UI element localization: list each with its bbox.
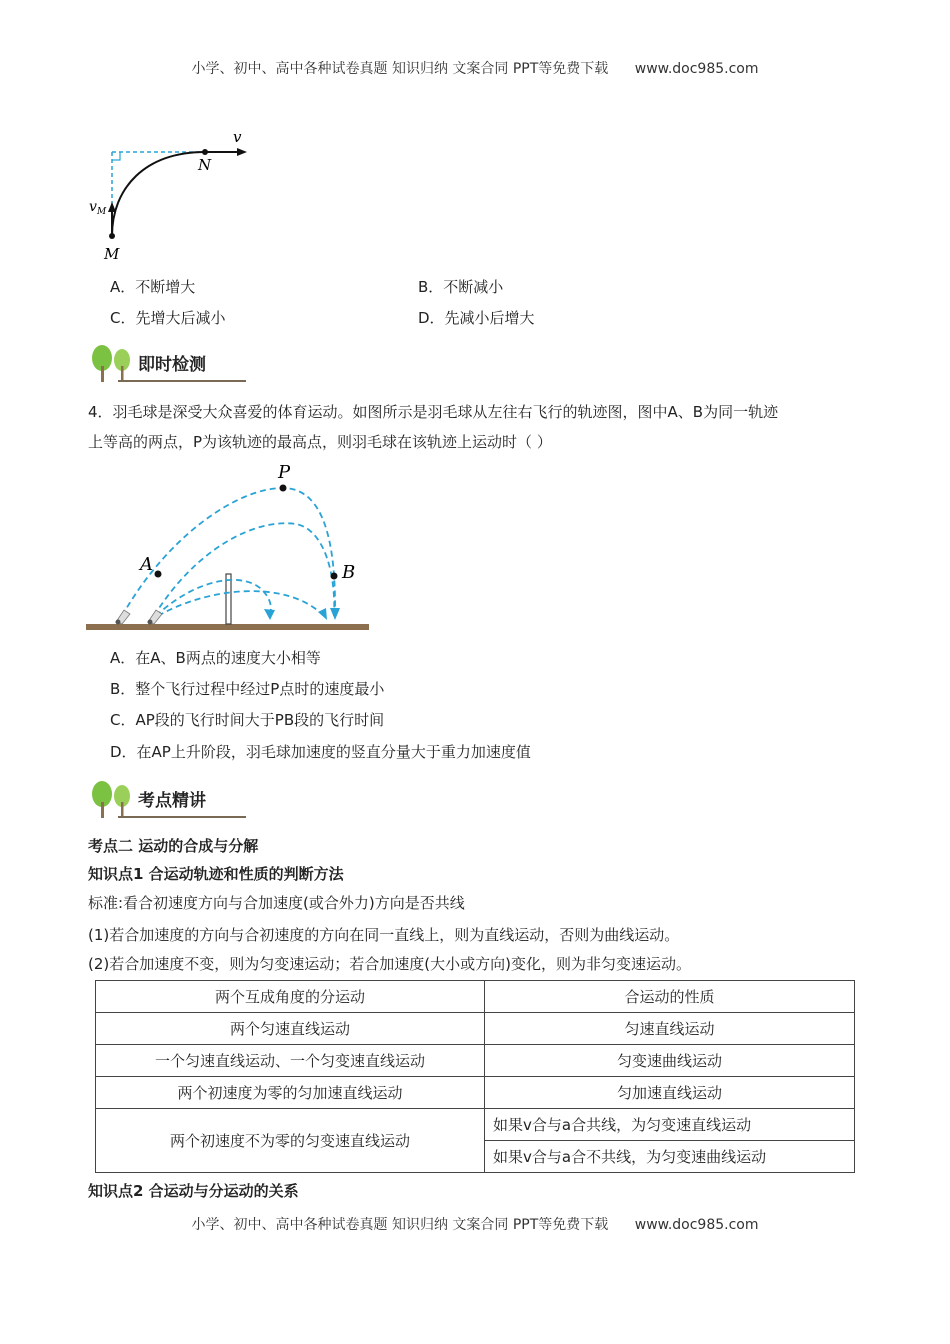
- header-url[interactable]: www.doc985.com: [634, 61, 759, 77]
- arrow-short: [264, 609, 275, 620]
- table-header-row: [96, 981, 855, 1013]
- q3-option-a[interactable]: A．不断增大: [110, 278, 196, 296]
- label-v: v: [233, 128, 242, 146]
- table-header-cell: 两个互成角度的分运动: [96, 981, 485, 1013]
- net-post: [226, 574, 231, 624]
- table-cell: 匀加速直线运动: [485, 1077, 855, 1109]
- table-cell: 如果v合与a合共线，为匀变速直线运动: [485, 1109, 855, 1141]
- right-angle-mark: [112, 152, 120, 160]
- page-header: [0, 58, 950, 78]
- banner-instant-check: [88, 342, 248, 384]
- q3-option-c[interactable]: C．先增大后减小: [110, 309, 226, 327]
- label-b: B: [342, 562, 356, 583]
- knowledge-point-2: 知识点2 合运动与分运动的关系: [88, 1182, 299, 1200]
- page-footer: [0, 1214, 950, 1234]
- q4-option-a[interactable]: A．在A、B两点的速度大小相等: [110, 649, 321, 667]
- label-m: M: [104, 245, 120, 263]
- table-cell: 两个匀速直线运动: [96, 1013, 485, 1045]
- label-n: N: [198, 156, 212, 174]
- table-row: [96, 1045, 855, 1077]
- shuttlecock-right: [148, 610, 163, 625]
- trajectory-middle: [154, 523, 334, 616]
- table-row: [96, 1109, 855, 1141]
- table-cell: 两个初速度不为零的匀变速直线运动: [96, 1109, 485, 1173]
- table-cell: 匀变速曲线运动: [485, 1045, 855, 1077]
- rule-1: (1)若合加速度的方向与合初速度的方向在同一直线上，则为直线运动，否则为曲线运动。: [88, 926, 680, 944]
- banner-underline: [118, 816, 246, 818]
- velocity-curve-figure: [85, 128, 265, 268]
- label-p: P: [278, 462, 291, 483]
- trajectory-short: [156, 580, 271, 616]
- label-vm-sub: M: [97, 207, 107, 217]
- arrow-outer: [330, 608, 340, 620]
- velocity-arrowhead-n: [237, 148, 247, 156]
- label-vm: v: [89, 199, 97, 215]
- q4-option-b[interactable]: B．整个飞行过程中经过P点时的速度最小: [110, 680, 385, 698]
- q4-option-c[interactable]: C．AP段的飞行时间大于PB段的飞行时间: [110, 711, 385, 729]
- tree-icon: [88, 342, 138, 384]
- banner-underline: [118, 380, 246, 382]
- q3-option-d[interactable]: D．先减小后增大: [418, 309, 535, 327]
- point-p: [280, 485, 287, 492]
- table-row: [96, 1013, 855, 1045]
- q4-line-2: 上等高的两点，P为该轨迹的最高点，则羽毛球在该轨迹上运动时（ ）: [88, 433, 552, 451]
- label-a: A: [140, 554, 153, 575]
- banner-key-points: [88, 778, 248, 820]
- table-cell: 如果v合与a合不共线，为匀变速曲线运动: [485, 1141, 855, 1173]
- table-row: [96, 1077, 855, 1109]
- q4-option-d[interactable]: D．在AP上升阶段，羽毛球加速度的竖直分量大于重力加速度值: [110, 743, 531, 761]
- badminton-trajectory-figure: [86, 458, 376, 636]
- point-m: [109, 233, 115, 239]
- table-cell: 一个匀速直线运动、一个匀变速直线运动: [96, 1045, 485, 1077]
- trajectory-curve: [112, 152, 205, 236]
- q4-line-1: 4．羽毛球是深受大众喜爱的体育运动。如图所示是羽毛球从左往右飞行的轨迹图，图中A、B为同一轨迹: [88, 403, 779, 421]
- table-header-cell: 合运动的性质: [485, 981, 855, 1013]
- shuttlecock-left: [116, 610, 131, 625]
- table-cell: 两个初速度为零的匀加速直线运动: [96, 1077, 485, 1109]
- header-text: 小学、初中、高中各种试卷真题 知识归纳 文案合同 PPT等免费下载: [191, 61, 609, 77]
- motion-composition-table: [95, 980, 855, 1173]
- banner-title: 考点精讲: [138, 791, 206, 811]
- point-b: [331, 573, 338, 580]
- velocity-arrowhead-m: [108, 202, 116, 212]
- footer-url[interactable]: www.doc985.com: [634, 1217, 759, 1233]
- knowledge-point-1: 知识点1 合运动轨迹和性质的判断方法: [88, 865, 344, 883]
- arrow-low: [318, 608, 327, 620]
- point-n: [202, 149, 208, 155]
- table-cell: 匀速直线运动: [485, 1013, 855, 1045]
- q3-option-b[interactable]: B．不断减小: [418, 278, 504, 296]
- footer-text: 小学、初中、高中各种试卷真题 知识归纳 文案合同 PPT等免费下载: [191, 1217, 609, 1233]
- point-a: [155, 571, 162, 578]
- tree-icon: [88, 778, 138, 820]
- banner-title: 即时检测: [138, 355, 206, 375]
- section-heading: 考点二 运动的合成与分解: [88, 837, 259, 855]
- rule-2: (2)若合加速度不变，则为匀变速运动；若合加速度(大小或方向)变化，则为非匀变速运动。: [88, 955, 691, 973]
- standard-line: 标准:看合初速度方向与合加速度(或合外力)方向是否共线: [88, 894, 465, 912]
- ground: [86, 624, 369, 630]
